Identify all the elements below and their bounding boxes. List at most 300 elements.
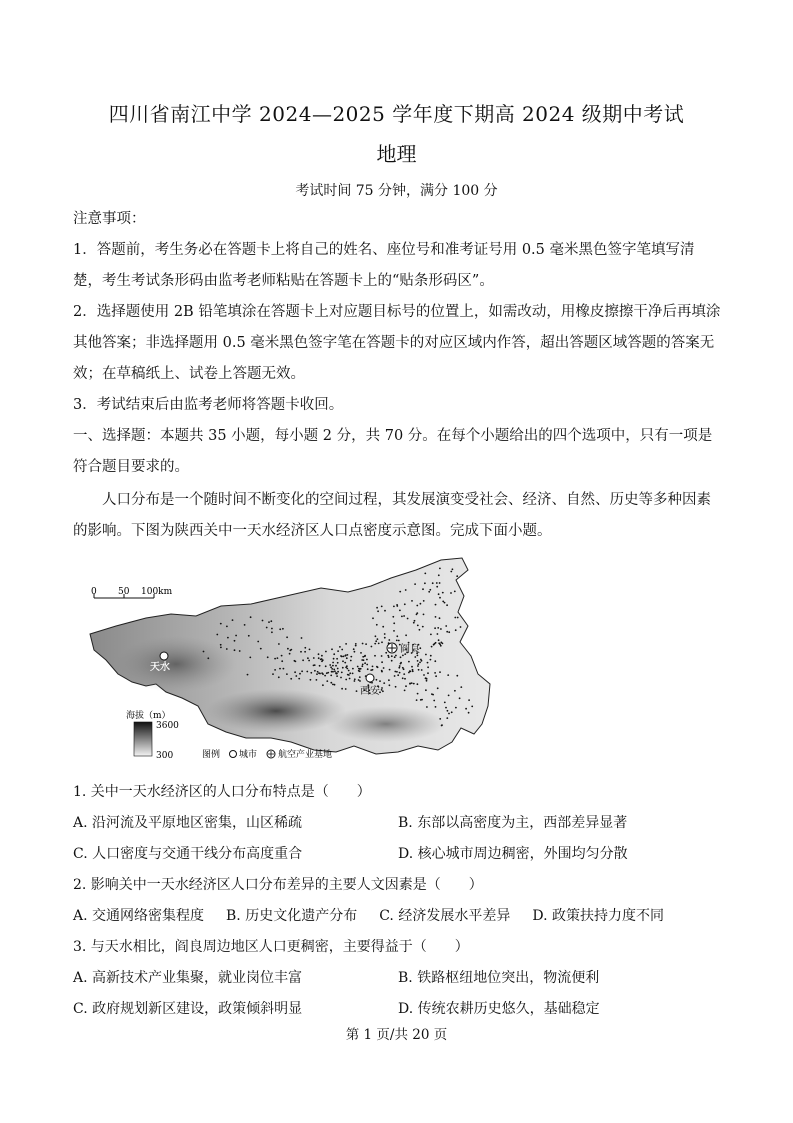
population-dot — [448, 631, 450, 633]
population-dot — [377, 610, 379, 612]
population-dot — [447, 674, 449, 676]
population-dot — [345, 688, 347, 690]
population-dot — [278, 643, 280, 645]
population-dot — [366, 664, 368, 666]
legend-title: 图例 — [202, 750, 221, 760]
population-dot — [437, 627, 439, 629]
population-dot — [411, 666, 413, 668]
population-dot — [433, 700, 435, 702]
population-dot — [448, 713, 450, 715]
population-dot — [310, 672, 312, 674]
population-dot — [321, 660, 323, 662]
population-dot — [367, 668, 369, 670]
population-dot — [450, 592, 452, 594]
population-dot — [396, 671, 398, 673]
population-dot — [364, 655, 366, 657]
population-dot — [314, 670, 316, 672]
population-dot — [352, 668, 354, 670]
population-dot — [388, 639, 390, 641]
population-dot — [393, 630, 395, 632]
population-dot — [325, 651, 327, 653]
population-dot — [354, 680, 356, 682]
population-dot — [349, 678, 351, 680]
population-dot — [423, 600, 425, 602]
population-dot — [282, 628, 284, 630]
elevation-legend — [126, 709, 179, 761]
option-d: D. 政策扶持力度不同 — [532, 908, 664, 924]
population-dot — [286, 636, 288, 638]
population-dot — [425, 654, 427, 656]
population-dot — [308, 660, 310, 662]
population-dot — [381, 689, 383, 691]
population-dot — [306, 671, 308, 673]
population-dot — [301, 670, 303, 672]
option-b: B. 铁路枢纽地位突出，物流便利 — [398, 970, 600, 986]
population-dot — [399, 591, 401, 593]
population-dot — [331, 668, 333, 670]
population-dot — [345, 655, 347, 657]
population-dot — [340, 677, 342, 679]
population-dot — [358, 670, 360, 672]
population-dot — [319, 673, 321, 675]
population-dot — [383, 667, 385, 669]
population-dot — [366, 659, 368, 661]
population-dot — [405, 589, 407, 591]
population-dot — [439, 568, 441, 570]
population-dot — [382, 626, 384, 628]
population-dot — [220, 623, 222, 625]
population-dot — [402, 677, 404, 679]
population-dot — [395, 686, 397, 688]
population-dot — [420, 659, 422, 661]
population-dot — [337, 671, 339, 673]
population-dot — [414, 656, 416, 658]
population-dot — [383, 682, 385, 684]
population-dot — [319, 665, 321, 667]
population-dot — [391, 655, 393, 657]
population-dot — [423, 614, 425, 616]
population-dot — [345, 679, 347, 681]
population-dot — [433, 644, 435, 646]
section-text: 一、选择题：本题共 35 小题，每小题 2 分，共 70 分。在每个小题给出的四个选项中，只有一项是符合题目要求的。 — [73, 428, 713, 475]
subject-title: 地理 — [376, 142, 417, 166]
population-dot — [445, 625, 447, 627]
population-dot — [401, 616, 403, 618]
population-dot — [299, 673, 301, 675]
population-dot — [283, 668, 285, 670]
population-dot — [337, 650, 339, 652]
legend-elev-max: 3600 — [156, 721, 179, 731]
population-dot — [226, 626, 228, 628]
option-c: C. 人口密度与交通干线分布高度重合 — [73, 846, 303, 862]
population-dot — [403, 668, 405, 670]
population-dot — [435, 642, 437, 644]
population-dot — [376, 624, 378, 626]
population-density-map — [86, 556, 506, 768]
population-dot — [436, 586, 438, 588]
population-dot — [416, 605, 418, 607]
note-item: 2．选择题使用 2B 铅笔填涂在答题卡上对应题目标号的位置上，如需改动，用橡皮擦擦干净后再填涂其他答案；非选择题用 0.5 毫米黑色签字笔在答题卡的对应区域内作答，超出答题区域答题的答案无效；在草稿纸上、试卷上答题无效。 — [73, 304, 721, 382]
population-dot — [439, 671, 441, 673]
population-dot — [465, 708, 467, 710]
population-dot — [274, 669, 276, 671]
map-legend — [202, 748, 332, 760]
population-dot — [220, 647, 222, 649]
population-dot — [468, 699, 470, 701]
population-dot — [271, 631, 273, 633]
population-dot — [399, 672, 401, 674]
option-d: D. 核心城市周边稠密，外围均匀分散 — [398, 846, 628, 862]
population-dot — [460, 686, 462, 688]
population-dot — [318, 653, 320, 655]
population-dot — [358, 679, 360, 681]
population-dot — [374, 655, 376, 657]
option-row — [73, 839, 723, 870]
population-dot — [381, 687, 383, 689]
population-dot — [339, 646, 341, 648]
population-dot — [307, 657, 309, 659]
population-dot — [435, 675, 437, 677]
population-dot — [341, 688, 343, 690]
aviation-base-yanliang — [387, 642, 420, 655]
population-dot — [417, 660, 419, 662]
population-dot — [333, 669, 335, 671]
population-dot — [403, 673, 405, 675]
population-dot — [365, 643, 367, 645]
population-dot — [239, 650, 241, 652]
population-dot — [429, 589, 431, 591]
population-dot — [425, 689, 427, 691]
population-dot — [335, 673, 337, 675]
population-dot — [332, 662, 334, 664]
population-dot — [249, 657, 251, 659]
population-dot — [234, 640, 236, 642]
population-dot — [396, 604, 398, 606]
population-dot — [342, 667, 344, 669]
population-dot — [405, 685, 407, 687]
population-dot — [290, 678, 292, 680]
population-dot — [301, 637, 303, 639]
population-dot — [412, 669, 414, 671]
population-dot — [345, 666, 347, 668]
population-dot — [372, 666, 374, 668]
population-dot — [455, 629, 457, 631]
population-dot — [409, 670, 411, 672]
population-dot — [404, 678, 406, 680]
population-dot — [364, 662, 366, 664]
population-dot — [216, 634, 218, 636]
population-dot — [400, 656, 402, 658]
population-dot — [413, 683, 415, 685]
option-a: A. 高新技术产业集聚，就业岗位丰富 — [73, 970, 303, 986]
population-dot — [427, 672, 429, 674]
population-dot — [414, 583, 416, 585]
population-dot — [447, 710, 449, 712]
population-dot — [381, 606, 383, 608]
option-row — [73, 901, 723, 932]
population-dot — [327, 672, 329, 674]
population-dot — [381, 641, 383, 643]
population-dot — [345, 643, 347, 645]
population-dot — [377, 638, 379, 640]
population-dot — [393, 606, 395, 608]
population-dot — [381, 655, 383, 657]
notes-list — [73, 235, 723, 421]
population-dot — [418, 669, 420, 671]
population-dot — [435, 604, 437, 606]
section-heading — [73, 421, 723, 483]
population-dot — [420, 603, 422, 605]
population-dot — [452, 568, 454, 570]
population-dot — [409, 683, 411, 685]
population-dot — [279, 668, 281, 670]
population-dot — [423, 674, 425, 676]
population-dot — [437, 687, 439, 689]
population-dot — [378, 643, 380, 645]
population-dot — [352, 673, 354, 675]
population-dot — [397, 674, 399, 676]
population-dot — [232, 619, 234, 621]
population-dot — [468, 712, 470, 714]
population-dot — [362, 664, 364, 666]
population-dot — [442, 592, 444, 594]
population-dot — [357, 666, 359, 668]
population-dot — [411, 682, 413, 684]
population-dot — [398, 667, 400, 669]
population-dot — [372, 617, 374, 619]
population-dot — [396, 640, 398, 642]
population-dot — [417, 625, 419, 627]
page-number: 第 1 页/共 20 页 — [345, 1027, 448, 1043]
population-dot — [384, 637, 386, 639]
population-dot — [413, 622, 415, 624]
population-dot — [295, 675, 297, 677]
population-dot — [430, 655, 432, 657]
population-dot — [279, 628, 281, 630]
population-dot — [260, 648, 262, 650]
population-dot — [318, 657, 320, 659]
population-dot — [278, 676, 280, 678]
population-dot — [417, 665, 419, 667]
population-dot — [411, 600, 413, 602]
population-dot — [427, 662, 429, 664]
population-dot — [370, 669, 372, 671]
population-dot — [334, 684, 336, 686]
population-dot — [337, 668, 339, 670]
population-dot — [347, 654, 349, 656]
population-dot — [438, 574, 440, 576]
population-dot — [321, 658, 323, 660]
population-dot — [226, 648, 228, 650]
population-dot — [330, 666, 332, 668]
population-dot — [388, 679, 390, 681]
notes-heading: 注意事项： — [73, 211, 146, 227]
population-dot — [439, 582, 441, 584]
population-dot — [270, 620, 272, 622]
population-dot — [414, 620, 416, 622]
population-dot — [331, 671, 333, 673]
population-dot — [425, 677, 427, 679]
population-dot — [248, 635, 250, 637]
population-dot — [439, 643, 441, 645]
mountain-shade — [206, 689, 346, 733]
population-dot — [457, 617, 459, 619]
legend-city: 城市 — [239, 750, 258, 760]
population-dot — [454, 591, 456, 593]
population-dot — [434, 627, 436, 629]
population-dot — [430, 659, 432, 661]
legend-aviation: 航空产业基地 — [278, 750, 333, 760]
population-dot — [325, 665, 327, 667]
population-dot — [321, 655, 323, 657]
population-dot — [432, 582, 434, 584]
population-dot — [426, 706, 428, 708]
legend-elev-min: 300 — [156, 751, 174, 761]
population-dot — [382, 690, 384, 692]
population-dot — [324, 675, 326, 677]
population-dot — [316, 673, 318, 675]
population-dot — [333, 653, 335, 655]
population-dot — [262, 620, 264, 622]
population-dot — [394, 656, 396, 658]
population-dot — [422, 588, 424, 590]
population-dot — [310, 679, 312, 681]
population-dot — [405, 634, 407, 636]
population-dot — [427, 666, 429, 668]
population-dot — [446, 717, 448, 719]
population-dot — [349, 672, 351, 674]
population-dot — [418, 663, 420, 665]
population-dot — [442, 601, 444, 603]
population-dot — [428, 591, 430, 593]
population-dot — [304, 651, 306, 653]
population-dot — [286, 673, 288, 675]
population-dot — [334, 670, 336, 672]
population-dot — [421, 669, 423, 671]
population-dot — [337, 662, 339, 664]
population-dot — [250, 616, 252, 618]
population-dot — [439, 718, 441, 720]
option-b: B. 东部以高密度为主，西部差异显著 — [398, 815, 628, 831]
population-dot — [416, 612, 418, 614]
population-dot — [376, 679, 378, 681]
population-dot — [399, 665, 401, 667]
exam-time-info: 考试时间 75 分钟，满分 100 分 — [295, 183, 498, 199]
option-d: D. 传统农耕历史悠久，基础稳定 — [398, 1001, 600, 1017]
population-dot — [385, 652, 387, 654]
question-stem: 3. 与天水相比，阎良周边地区人口更稠密，主要得益于（ ） — [73, 939, 469, 955]
population-dot — [450, 571, 452, 573]
question-stem: 2. 影响关中一天水经济区人口分布差异的主要人文因素是（ ） — [73, 877, 483, 893]
population-dot — [434, 672, 436, 674]
population-dot — [313, 665, 315, 667]
population-dot — [444, 702, 446, 704]
population-dot — [435, 616, 437, 618]
population-dot — [407, 618, 409, 620]
population-dot — [332, 665, 334, 667]
population-dot — [434, 660, 436, 662]
population-dot — [302, 659, 304, 661]
question-intro — [73, 485, 723, 547]
population-dot — [424, 582, 426, 584]
population-dot — [371, 646, 373, 648]
intro-text: 人口分布是一个随时间不断变化的空间过程，其发展演变受社会、经济、自然、历史等多种因素的影响。下图为陕西关中一天水经济区人口点密度示意图。完成下面小题。 — [73, 492, 711, 539]
population-dot — [359, 676, 361, 678]
population-dot — [389, 684, 391, 686]
population-dot — [356, 690, 358, 692]
population-dot — [266, 627, 268, 629]
population-dot — [346, 657, 348, 659]
option-b: B. 历史文化遗产分布 — [226, 908, 358, 924]
population-dot — [422, 626, 424, 628]
population-dot — [227, 637, 229, 639]
population-dot — [436, 582, 438, 584]
mountain-shade — [116, 636, 236, 692]
population-dot — [361, 665, 363, 667]
population-dot — [341, 672, 343, 674]
population-dot — [333, 658, 335, 660]
population-dot — [295, 661, 297, 663]
population-dot — [376, 607, 378, 609]
population-dot — [348, 674, 350, 676]
population-dot — [437, 633, 439, 635]
population-dot — [419, 629, 421, 631]
population-dot — [417, 693, 419, 695]
population-dot — [348, 670, 350, 672]
population-dot — [455, 707, 457, 709]
population-dot — [300, 651, 302, 653]
option-a: A. 交通网络密集程度 — [73, 908, 205, 924]
population-dot — [359, 668, 361, 670]
city-label: 天水 — [150, 662, 170, 673]
population-dot — [335, 665, 337, 667]
population-dot — [431, 646, 433, 648]
population-dot — [446, 631, 448, 633]
population-dot — [377, 666, 379, 668]
population-dot — [362, 656, 364, 658]
population-dot — [430, 634, 432, 636]
population-dot — [344, 662, 346, 664]
population-dot — [354, 651, 356, 653]
population-dot — [446, 604, 448, 606]
population-dot — [384, 610, 386, 612]
population-dot — [330, 682, 332, 684]
population-dot — [277, 657, 279, 659]
population-dot — [448, 695, 450, 697]
note-item: 1．答题前，考生务必在答题卡上将自己的姓名、座位号和准考证号用 0.5 毫米黑色签字笔填写清楚，考生考试条形码由监考老师粘贴在答题卡上的“贴条形码区”。 — [73, 242, 695, 289]
population-dot — [399, 610, 401, 612]
population-dot — [355, 645, 357, 647]
population-dot — [381, 670, 383, 672]
population-dot — [435, 706, 437, 708]
population-dot — [438, 639, 440, 641]
legend-elev-title: 海拔（m） — [126, 711, 171, 721]
population-dot — [360, 652, 362, 654]
population-dot — [313, 657, 315, 659]
scale-label: 0 — [91, 587, 97, 597]
population-dot — [298, 678, 300, 680]
population-dot — [416, 699, 418, 701]
option-row — [73, 808, 723, 839]
population-dot — [322, 673, 324, 675]
population-dot — [381, 661, 383, 663]
population-dot — [379, 680, 381, 682]
city-label: 西安 — [360, 686, 380, 697]
population-dot — [342, 660, 344, 662]
population-dot — [257, 641, 259, 643]
population-dot — [289, 650, 291, 652]
population-dot — [247, 674, 249, 676]
